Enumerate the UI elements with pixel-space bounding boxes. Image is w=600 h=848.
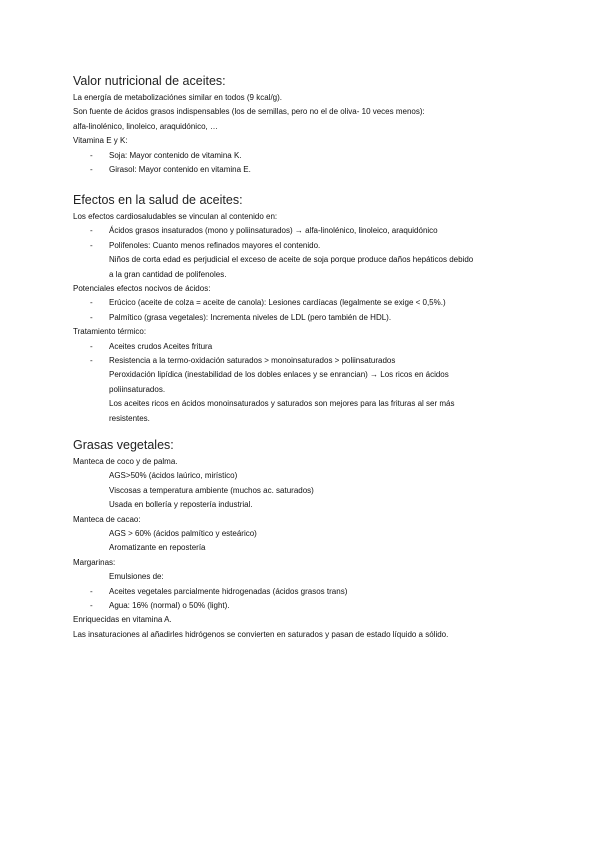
bullet-dash: - bbox=[90, 312, 93, 322]
list-item-text: Palmítico (grasa vegetales): Incrementa niveles de LDL (pero también de HDL). bbox=[109, 312, 392, 322]
text-line: Margarinas: bbox=[73, 557, 116, 567]
section-title: Valor nutricional de aceites: bbox=[73, 74, 226, 88]
text-line: Potenciales efectos nocivos de ácidos: bbox=[73, 284, 211, 294]
bullet-dash: - bbox=[90, 601, 93, 611]
indented-note: a la gran cantidad de polifenoles. bbox=[109, 269, 227, 279]
section-valor-nutricional bbox=[73, 73, 543, 177]
list-item bbox=[73, 296, 543, 310]
section-title: Efectos en la salud de aceites: bbox=[73, 193, 243, 207]
list-item bbox=[73, 224, 543, 238]
indented-note: resistentes. bbox=[109, 413, 150, 423]
list-item-text: Aceites vegetales parcialmente hidrogenadas (ácidos grasos trans) bbox=[109, 586, 348, 596]
text-line: Enriquecidas en vitamina A. bbox=[73, 615, 172, 625]
bullet-dash: - bbox=[90, 356, 93, 366]
indented-note: Aromatizante en repostería bbox=[109, 543, 206, 553]
text-line: Son fuente de ácidos grasos indispensables (los de semillas, pero no el de oliva- 10 veces menos): bbox=[73, 107, 425, 117]
bullet-dash: - bbox=[90, 240, 93, 250]
text-line: La energía de metabolizaciónes similar en todos (9 kcal/g). bbox=[73, 93, 282, 102]
list-item bbox=[73, 354, 543, 368]
text-line: Vitamina E y K: bbox=[73, 136, 128, 146]
list-item-text: Polifenoles: Cuanto menos refinados mayores el contenido. bbox=[109, 240, 321, 250]
bullet-dash: - bbox=[90, 226, 93, 236]
list-item bbox=[73, 585, 543, 599]
list-item bbox=[73, 340, 543, 354]
section-title: Grasas vegetales: bbox=[73, 438, 174, 452]
list-item bbox=[73, 599, 543, 613]
bullet-dash: - bbox=[90, 165, 93, 175]
indented-note: Niños de corta edad es perjudicial el exceso de aceite de soja porque produce daños hepáticos debido bbox=[109, 255, 474, 265]
text-line: Manteca de cacao: bbox=[73, 514, 141, 524]
list-item-text: Soja: Mayor contenido de vitamina K. bbox=[109, 150, 242, 160]
list-item-text: Ácidos grasos insaturados (mono y poliinsaturados) → alfa-linolénico, linoleico, araquidónico bbox=[109, 226, 438, 236]
list-item-text: Agua: 16% (normal) o 50% (light). bbox=[109, 601, 230, 611]
indented-note: Viscosas a temperatura ambiente (muchos ac. saturados) bbox=[109, 485, 314, 495]
text-line: Los efectos cardiosaludables se vinculan al contenido en: bbox=[73, 212, 278, 221]
text-line: Tratamiento térmico: bbox=[73, 327, 147, 337]
bullet-dash: - bbox=[90, 298, 93, 308]
section-grasas-vegetales bbox=[73, 437, 543, 642]
list-item-text: Aceites crudos Aceites fritura bbox=[109, 341, 213, 351]
indented-note: poliinsaturados. bbox=[109, 384, 166, 394]
indented-note: Los aceites ricos en ácidos monoinsaturados y saturados son mejores para las frituras al ser más bbox=[109, 399, 455, 409]
text-line: alfa-linolénico, linoleico, araquidónico, … bbox=[73, 121, 218, 131]
indented-note: Peroxidación lipídica (inestabilidad de los dobles enlaces y se enrancian) → Los ricos en ácidos bbox=[109, 370, 449, 380]
indented-note: AGS>50% (ácidos laúrico, mirístico) bbox=[109, 471, 238, 481]
bullet-dash: - bbox=[90, 586, 93, 596]
list-item-text: Erúcico (aceite de colza = aceite de canola): Lesiones cardíacas (legalmente se exige < 0,5%.) bbox=[109, 298, 446, 308]
text-line: Manteca de coco y de palma. bbox=[73, 457, 178, 466]
bullet-dash: - bbox=[90, 150, 93, 160]
text-line: Las insaturaciones al añadirles hidrógenos se convierten en saturados y pasan de estado líquido a sólido. bbox=[73, 629, 449, 639]
list-item bbox=[73, 149, 543, 163]
list-item bbox=[73, 239, 543, 253]
list-item-text: Resistencia a la termo-oxidación saturados > monoinsaturados > poliinsaturados bbox=[109, 356, 396, 366]
section-efectos-salud bbox=[73, 192, 543, 426]
list-item bbox=[73, 163, 543, 177]
indented-note: AGS > 60% (ácidos palmítico y esteárico) bbox=[109, 529, 257, 539]
list-item bbox=[73, 311, 543, 325]
list-item-text: Girasol: Mayor contenido en vitamina E. bbox=[109, 165, 251, 175]
indented-note: Usada en bollería y repostería industrial. bbox=[109, 500, 253, 510]
indented-note: Emulsiones de: bbox=[109, 572, 164, 582]
bullet-dash: - bbox=[90, 341, 93, 351]
